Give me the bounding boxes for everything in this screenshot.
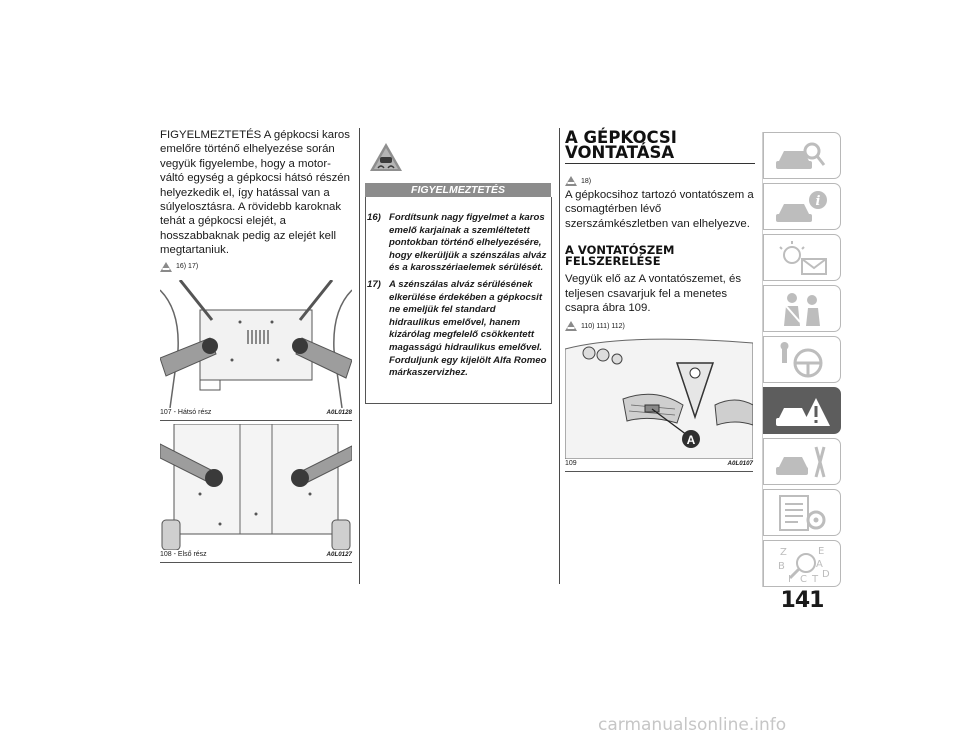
- section-reference: [565, 176, 755, 186]
- svg-text:C: C: [800, 574, 807, 583]
- tab-car-info[interactable]: [763, 183, 841, 230]
- svg-text:Z: Z: [780, 547, 787, 558]
- subsection-heading: A VONTATÓSZEM FELSZERELÉSE: [565, 243, 675, 269]
- warning-item-number: 16): [367, 212, 381, 223]
- warning-item: [367, 279, 549, 380]
- tab-index[interactable]: [763, 540, 841, 587]
- mounting-reference-numbers: 110) 111) 112): [581, 322, 625, 330]
- warning-item: [367, 212, 549, 275]
- tab-emergency[interactable]: [763, 387, 841, 434]
- alphabetical-index-icon: [774, 545, 830, 583]
- svg-text:T: T: [812, 574, 819, 583]
- figure-107-code: A0L0128: [326, 409, 352, 416]
- slippery-road-warning-icon: [369, 142, 403, 172]
- section-heading: A GÉPKOCSI VONTATÁSA: [565, 128, 677, 162]
- tab-warning-lights[interactable]: [763, 234, 841, 281]
- towing-paragraph: A gépkocsihoz tartozó vontatószem a csomagtérben lévő szerszámkészletben van elhelyezve.: [565, 189, 754, 230]
- tabs-divider: [762, 132, 763, 587]
- warning-triangle-icon: [160, 262, 172, 272]
- warning-item-text: A szénszálas alváz sérülésének elkerülése érdekében a gépkocsit ne emeljük fel standard hidraulikus emelővel, hanem kizárólag megfelelő csökkentett magasságú hidraulikus emelővel. Forduljunk egy kijelölt Alfa Romeo márkaszervizhez.: [389, 278, 547, 379]
- svg-text:B: B: [778, 561, 785, 572]
- lift-warning-paragraph: FIGYELMEZTETÉS A gépkocsi karos emelőre történő elhelyezése során vegyük figyelembe, hogy a motor-váltó egység a gépkocsi hátsó részén helyezkedik el, így hatással van a súlyelosztásra. A rövidebb karoknak tehát a gépkocsi elejét, a hosszabbaknak pedig az elejét kell megtartaniuk.: [160, 129, 350, 257]
- svg-text:E: E: [818, 546, 825, 557]
- car-warning-triangle-icon: [774, 392, 830, 430]
- heading-rule: [565, 163, 755, 164]
- specs-list-icon: [774, 494, 830, 532]
- tab-safety[interactable]: [763, 285, 841, 332]
- mounting-paragraph: Vegyük elő az A vontatószemet, és teljesen csavarjuk fel a menetes csapra ábra 109.: [565, 273, 742, 315]
- seatbelt-airbag-icon: [774, 290, 830, 328]
- warning-item-number: 17): [367, 278, 381, 290]
- figure-108-caption: 108 - Első rész: [160, 551, 207, 558]
- column-divider-2: [559, 128, 560, 584]
- figure-107: [160, 280, 352, 421]
- tab-maintenance[interactable]: [763, 438, 841, 485]
- svg-text:A: A: [816, 559, 823, 570]
- figure-109: [565, 335, 753, 472]
- svg-text:i: i: [815, 194, 821, 209]
- left-column: [160, 128, 352, 272]
- figure-108-code: A0L0127: [326, 551, 352, 558]
- front-underbody-illustration: [160, 424, 352, 550]
- warning-light-message-icon: [774, 239, 830, 277]
- tab-technical-data[interactable]: [763, 489, 841, 536]
- steering-wheel-icon: [774, 341, 830, 379]
- front-bumper-illustration: [565, 335, 753, 459]
- callout-a-label: A: [686, 433, 696, 447]
- rear-underbody-illustration: [160, 280, 352, 408]
- page-number: 141: [780, 588, 824, 613]
- car-info-icon: [774, 188, 830, 226]
- tab-driving[interactable]: [763, 336, 841, 383]
- figure-108: [160, 424, 352, 563]
- column-divider-1: [359, 128, 360, 584]
- car-search-icon: [774, 137, 830, 175]
- right-column: [565, 130, 755, 331]
- warning-reference: [160, 262, 352, 272]
- figure-109-caption: 109: [565, 460, 577, 467]
- tab-car-search[interactable]: [763, 132, 841, 179]
- warning-reference-numbers: 16) 17): [176, 263, 199, 271]
- svg-text:D: D: [822, 569, 830, 580]
- warning-list: [367, 212, 549, 384]
- mounting-reference: [565, 321, 755, 331]
- warning-triangle-icon: [565, 321, 577, 331]
- figure-109-code: A0L0107: [727, 460, 753, 467]
- svg-text:I: I: [788, 574, 791, 583]
- watermark: carmanualsonline.info: [598, 715, 787, 735]
- section-reference-numbers: 18): [581, 177, 592, 185]
- warning-title: FIGYELMEZTETÉS: [365, 183, 551, 197]
- car-tools-icon: [774, 443, 830, 481]
- warning-triangle-icon: [565, 176, 577, 186]
- warning-item-text: Fordítsunk nagy figyelmet a karos emelő karjainak a szemléltetett pontokban történő elhelyezésére, hogy elkerüljük a szénszálas alváz és a karosszériaelemek sérülését.: [389, 212, 547, 274]
- figure-107-caption: 107 - Hátsó rész: [160, 409, 212, 416]
